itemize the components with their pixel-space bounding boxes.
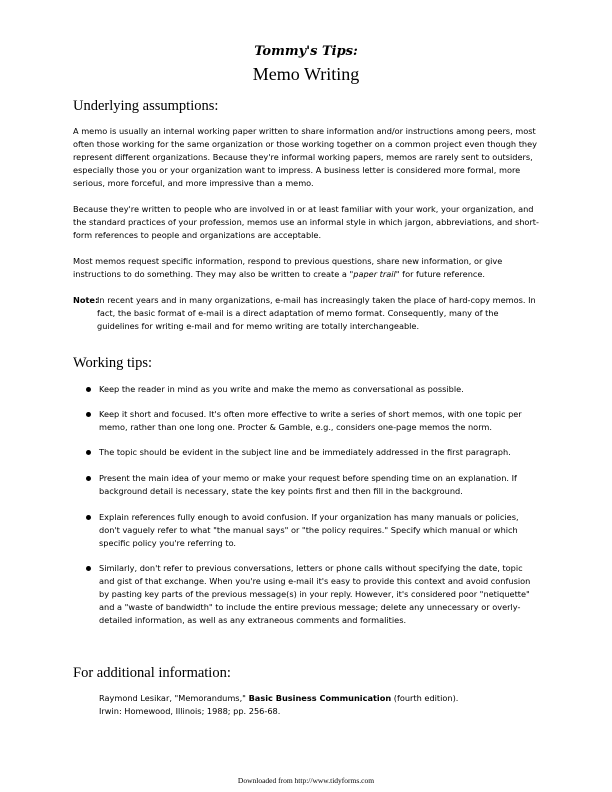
download-footer: Downloaded from http://www.tidyforms.com [237,776,375,785]
bullet-icon [86,412,91,417]
reference-book-title: Basic Business Communication [248,693,392,703]
paragraph-3-text-end: for future reference. [399,269,486,279]
reference-publisher: Irwin: Homewood, Illinois; 1988; pp. 256-68. [99,706,281,716]
note-label: Note: [73,295,99,305]
reference-citation [99,692,539,718]
reference-edition: (fourth edition). [391,693,459,703]
paper-trail-emphasis: "paper trail" [349,269,400,279]
tip-text: The topic should be evident in the subject line and be immediately addressed in the first paragraph. [99,447,511,457]
note-text: In recent years and in many organizations, e-mail has increasingly taken the place of hard-copy memos. In fact, the basic format of e-mail is a direct adaptation of memo format. Consequently, many of the guidelines for writing e-mail and for memo writing are totally interchangeable. [97,295,536,331]
additional-info-heading: For additional information: [73,665,231,681]
assumptions-heading: Underlying assumptions: [73,98,219,114]
assumptions-paragraph-1: A memo is usually an internal working paper written to share information and/or instructions among peers, most often those working for the same organization or those working together on a common project even though they represent different organizations. Because they're informal working papers, memos are rarely sent to outsiders, especially those you or your organization want to impress. A business letter is considered more formal, more serious, more forceful, and more impressive than a memo. [73,126,537,188]
bullet-icon [86,566,91,571]
reference-line-1 [99,692,539,705]
bullet-icon [86,476,91,481]
paragraph-3-text-start: Most memos request specific information, respond to previous questions, share new information, or give instructions to do something. They may also be written to create a [73,256,503,279]
assumptions-paragraph-3 [73,255,543,281]
bullet-icon [86,387,91,392]
assumptions-paragraph-2: Because they're written to people who are involved in or at least familiar with your work, your organization, and the standard practices of your profession, memos use an informal style in which jargon, abbreviations, and short-form references to people and organizations are acceptable. [73,204,539,240]
reference-author: Raymond Lesikar, "Memorandums," [99,693,249,703]
tip-text: Keep it short and focused. It's often more effective to write a series of short memos, with one topic per memo, rather than one long one. Procter & Gamble, e.g., considers one-page memos the norm. [99,409,522,432]
note-block [73,294,543,333]
document-title: Memo Writing [252,64,360,84]
document-kicker: Tommy's Tips: [254,44,358,59]
tip-text: Similarly, don't refer to previous conversations, letters or phone calls without specifying the date, topic and gist of that exchange. When you're using e-mail it's easy to provide this context and avoid confusion by pasting key parts of the previous message(s) in your reply. However, it's considered poor "netiquette" and a "waste of bandwidth" to include the entire previous message; delete any unnecessary or overly-detailed information, as well as any extraneous comments and formalities. [99,563,531,625]
bullet-icon [86,515,91,520]
tip-text: Present the main idea of your memo or make your request before spending time on an explanation. If background detail is necessary, state the key points first and then fill in the background. [99,473,517,496]
bullet-icon [86,450,91,455]
tip-text: Explain references fully enough to avoid confusion. If your organization has many manuals or policies, don't vaguely refer to what "the manual says" or "the policy requires." Specify which manual or which specific policy you're referring to. [99,512,519,548]
tip-text: Keep the reader in mind as you write and make the memo as conversational as possible. [99,384,464,394]
working-tips-heading: Working tips: [73,355,152,371]
